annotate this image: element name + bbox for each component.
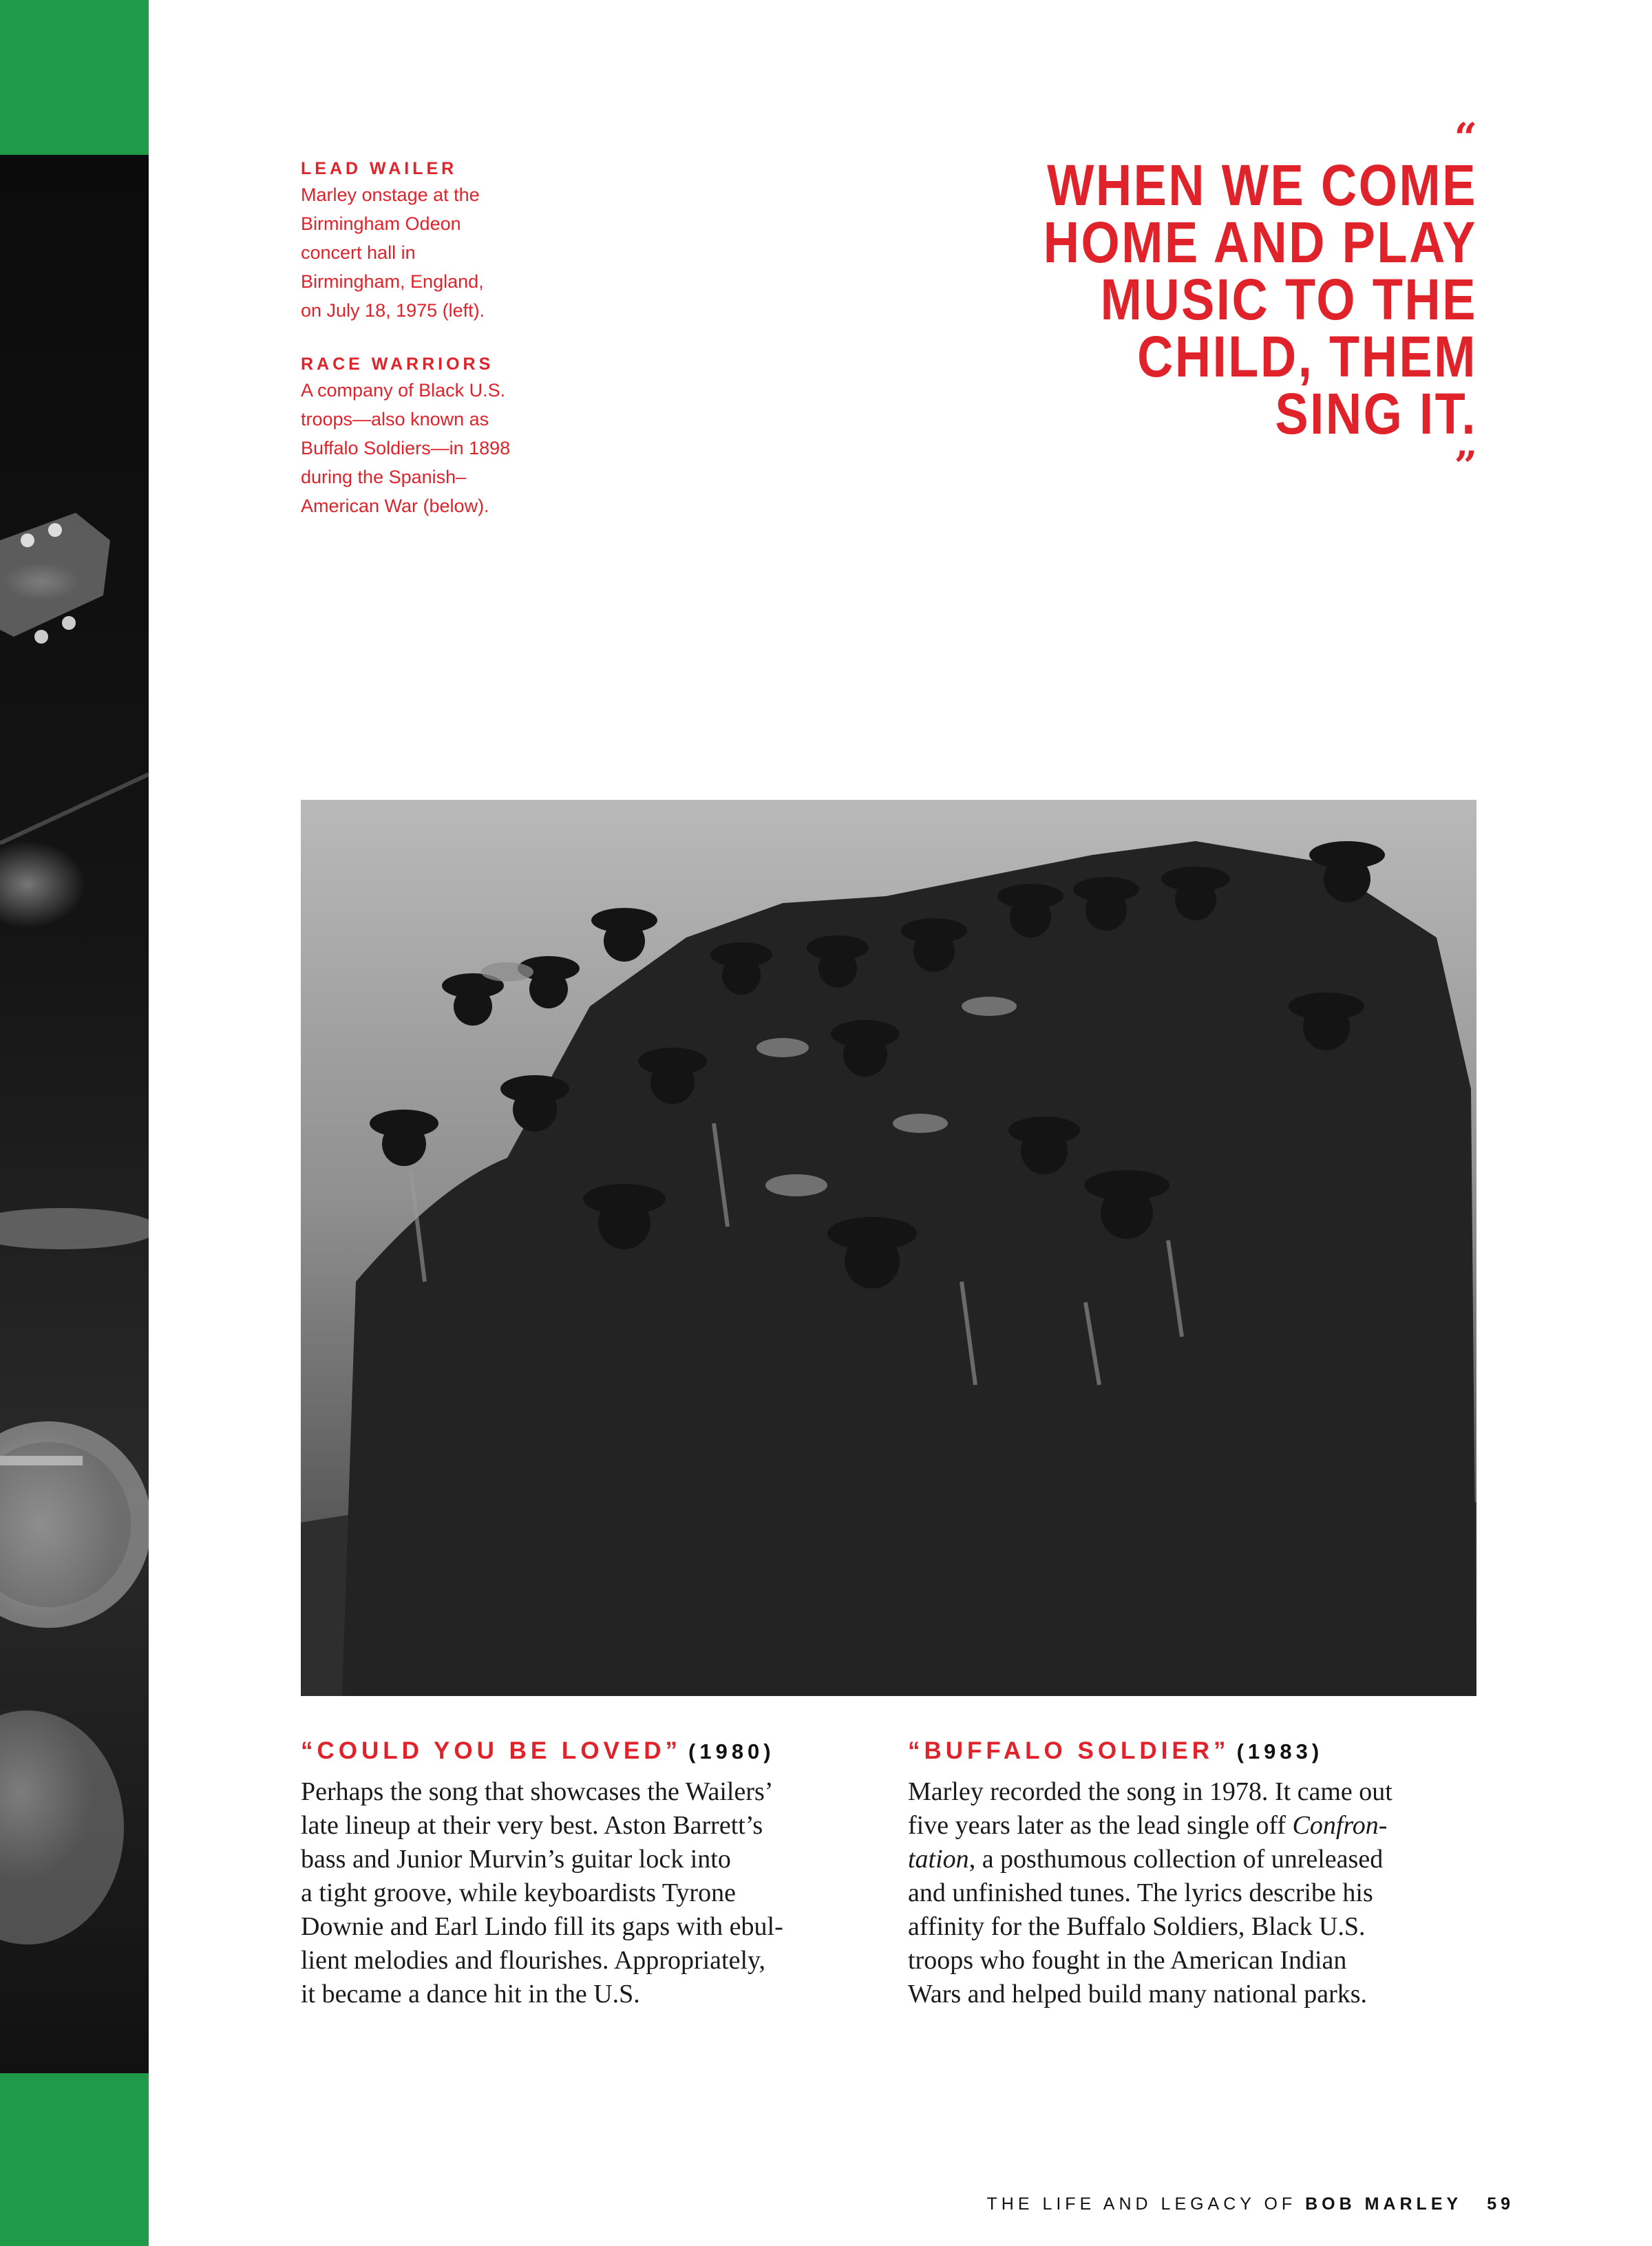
green-bar-bottom (0, 2073, 149, 2246)
song-title: “BUFFALO SOLDIER” (908, 1737, 1230, 1764)
caption-text: A company of Black U.S. troops—also known as Buffalo Soldiers—in 1898 during the Spanish– American War (below). (301, 380, 511, 516)
caption-heading: RACE WARRIORS (301, 354, 494, 374)
page-number: 59 (1487, 2194, 1514, 2214)
song-year: (1983) (1236, 1739, 1324, 1763)
album-title: Confron- tation (908, 1811, 1388, 1874)
footer-title-prefix: THE LIFE AND LEGACY OF (986, 2194, 1306, 2214)
green-bar-top (0, 0, 149, 155)
caption-race-warriors (301, 352, 576, 520)
concert-photo (0, 155, 149, 2073)
song-description: Perhaps the song that showcases the Wailers’ late lineup at their very best. Aston Barrett’s bass and Junior Murvin’s guitar lock into a tight groove, while keyboardists Tyrone Downie and Earl Lindo fill its gaps with ebul- lient melodies and flourishes. Appropriately, it became a dance hit in the U.S. (301, 1777, 783, 2009)
song-description-part: , a posthumous collection of unreleased and unfinished tunes. The lyrics describe his affinity for the Buffalo Soldiers, Black U.S. troops who fought in the American Indian Wars and helped build many national parks. (908, 1845, 1384, 2009)
caption-text: Marley onstage at the Birmingham Odeon concert hall in Birmingham, England, on July 18, 1975 (left). (301, 184, 485, 321)
photo-captions (301, 157, 576, 520)
song-heading (908, 1735, 1486, 1772)
song-description (908, 1775, 1486, 2011)
open-quote-mark: “ (1454, 114, 1477, 161)
concert-photo-shapes (0, 155, 149, 2073)
close-quote-mark: ” (1454, 443, 1477, 489)
song-heading (301, 1735, 879, 1772)
footer-title-subject: BOB MARLEY (1305, 2194, 1463, 2214)
page-footer (987, 2194, 1515, 2214)
buffalo-soldiers-photo-shapes (301, 800, 1476, 1696)
buffalo-soldiers-photo (301, 800, 1476, 1696)
caption-heading: LEAD WAILER (301, 159, 458, 178)
left-photo-strip (0, 0, 149, 2246)
song-entry-buffalo-soldier (908, 1735, 1486, 2011)
pull-quote (954, 114, 1477, 489)
pull-quote-text: WHEN WE COME HOME AND PLAY MUSIC TO THE CHILD, THEM SING IT. (1043, 153, 1477, 446)
song-year: (1980) (688, 1739, 775, 1763)
song-title: “COULD YOU BE LOVED” (301, 1737, 682, 1764)
song-entry-could-you-be-loved (301, 1735, 879, 2011)
caption-lead-wailer (301, 157, 576, 325)
song-description-part: Marley recorded the song in 1978. It came out five years later as the lead single off (908, 1777, 1392, 1840)
